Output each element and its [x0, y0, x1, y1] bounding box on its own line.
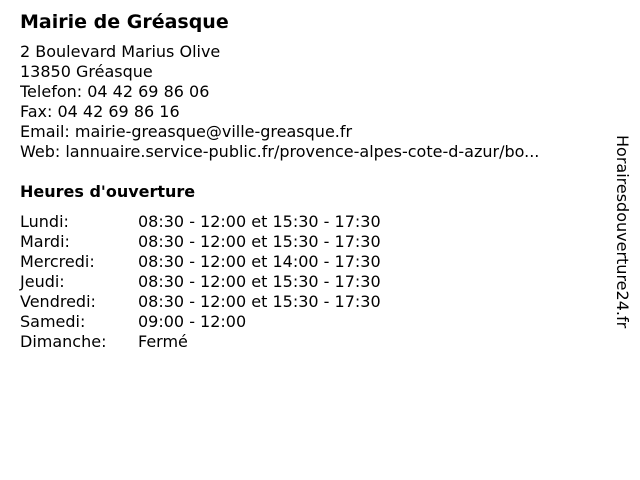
day-label: Mardi:	[20, 232, 70, 251]
day-hours: 09:00 - 12:00	[138, 312, 247, 331]
fax-line: Fax: 04 42 69 86 16	[20, 102, 180, 121]
day-hours: 08:30 - 12:00 et 15:30 - 17:30	[138, 232, 381, 251]
hours-row-tuesday	[20, 232, 610, 252]
day-label: Samedi:	[20, 312, 86, 331]
hours-row-thursday	[20, 272, 610, 292]
hours-row-monday	[20, 212, 610, 232]
day-hours: Fermé	[138, 332, 188, 351]
hours-row-wednesday	[20, 252, 610, 272]
day-hours: 08:30 - 12:00 et 15:30 - 17:30	[138, 212, 381, 231]
phone-line: Telefon: 04 42 69 86 06	[20, 82, 210, 101]
web-line: Web: lannuaire.service-public.fr/provence-alpes-cote-d-azur/bo...	[20, 142, 540, 161]
place-card	[20, 10, 610, 352]
opening-hours-table	[20, 212, 610, 352]
address-line-2: 13850 Gréasque	[20, 62, 153, 81]
email-line: Email: mairie-greasque@ville-greasque.fr	[20, 122, 353, 141]
day-label: Mercredi:	[20, 252, 95, 271]
day-hours: 08:30 - 12:00 et 15:30 - 17:30	[138, 272, 381, 291]
day-label: Dimanche:	[20, 332, 107, 351]
day-label: Vendredi:	[20, 292, 96, 311]
hours-row-saturday	[20, 312, 610, 332]
opening-hours-heading: Heures d'ouverture	[20, 182, 196, 201]
hours-row-sunday	[20, 332, 610, 352]
hours-row-friday	[20, 292, 610, 312]
day-label: Lundi:	[20, 212, 69, 231]
address-line-1: 2 Boulevard Marius Olive	[20, 42, 221, 61]
day-label: Jeudi:	[20, 272, 65, 291]
site-watermark: Horairesdouverture24.fr	[613, 135, 632, 329]
day-hours: 08:30 - 12:00 et 15:30 - 17:30	[138, 292, 381, 311]
day-hours: 08:30 - 12:00 et 14:00 - 17:30	[138, 252, 381, 271]
place-title: Mairie de Gréasque	[20, 11, 229, 33]
